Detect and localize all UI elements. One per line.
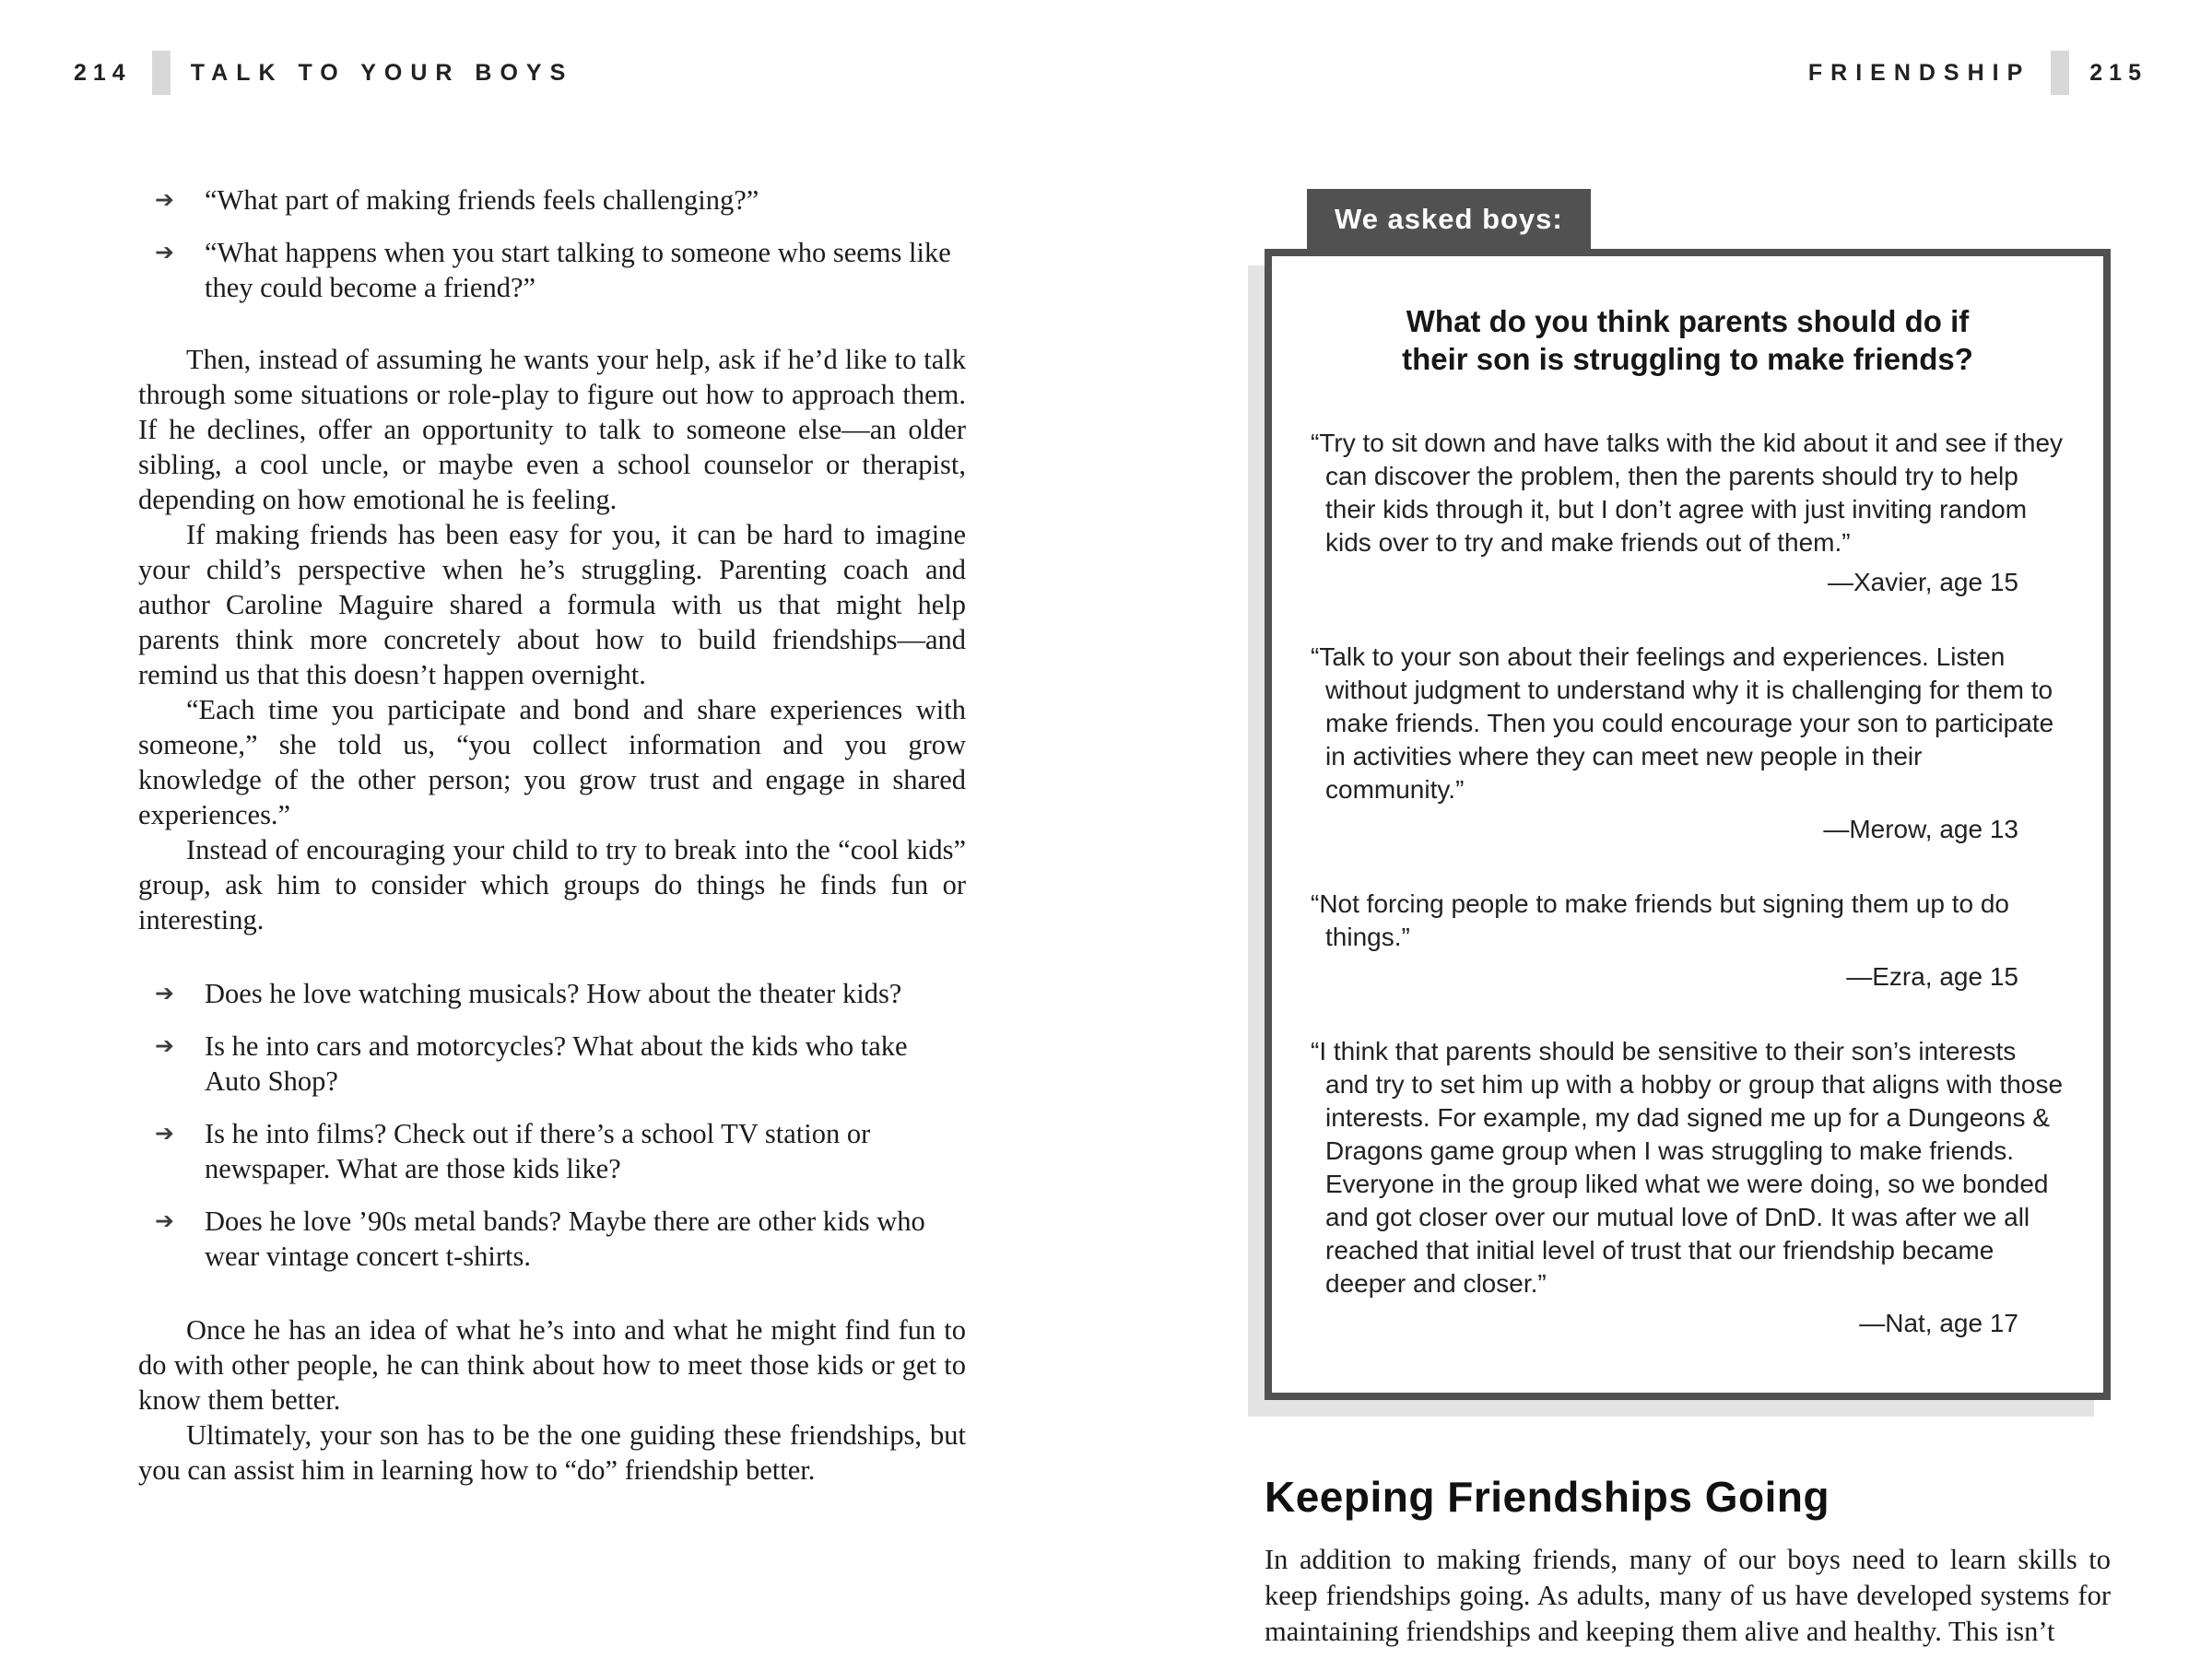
list-item <box>138 1116 966 1186</box>
arrow-bullet-icon: ➔ <box>155 239 174 265</box>
bullet-text: “What happens when you start talking to someone who seems like they could become a friend?” <box>205 237 951 303</box>
right-page-column <box>1265 189 2111 1650</box>
list-item <box>138 1029 966 1099</box>
bullet-text: Does he love ’90s metal bands? Maybe there are other kids who wear vintage concert t-shirts. <box>205 1206 925 1272</box>
list-item <box>138 235 966 305</box>
closing-paragraphs <box>138 1312 966 1488</box>
page-number-right: 215 <box>2089 59 2147 86</box>
bullet-text: Does he love watching musicals? How about the theater kids? <box>205 978 902 1009</box>
quote-attribution: —Ezra, age 15 <box>1846 961 2018 991</box>
bullet-text: Is he into cars and motorcycles? What about the kids who take Auto Shop? <box>205 1030 908 1097</box>
paragraph: Once he has an idea of what he’s into and what he might find fun to do with other people, he can think about how to meet those kids or get to know them better. <box>138 1314 966 1416</box>
section-heading: Keeping Friendships Going <box>1265 1472 1830 1521</box>
paragraph: Then, instead of assuming he wants your help, ask if he’d like to talk through some situations or role-play to figure out how to approach them. If he declines, offer an opportunity to talk to someone else—an older sibling, a cool uncle, or maybe even a school counselor or therapist, depending on how emotional he is feeling. <box>138 344 966 515</box>
callout-tab: We asked boys: <box>1307 189 1591 249</box>
quote-text: “Not forcing people to make friends but signing them up to do things.” <box>1311 888 2009 951</box>
quote-attribution: —Nat, age 17 <box>1859 1308 2018 1337</box>
paragraph: If making friends has been easy for you, it can be hard to imagine your child’s perspective when he’s struggling. Parenting coach and author Caroline Maguire shared a formula with us that might help parents think more concretely about how to build friendships—and remind us that this doesn’t happen overnight. <box>138 519 966 690</box>
arrow-bullet-icon: ➔ <box>155 1032 174 1059</box>
we-asked-boys-callout <box>1265 189 2111 1400</box>
header-divider-bar <box>2051 51 2069 95</box>
paragraph: “Each time you participate and bond and share experiences with someone,” she told us, “you collect information and you grow knowledge of the other person; you grow trust and engage in shared experiences.” <box>138 694 966 830</box>
quote-block <box>1311 1035 2065 1339</box>
arrow-bullet-icon: ➔ <box>155 980 174 1006</box>
list-item <box>138 976 966 1011</box>
section-paragraph: In addition to making friends, many of our boys need to learn skills to keep friendships going. As adults, many of us have developed systems for maintaining friendships and keeping them alive and healthy. This isn’t <box>1265 1543 2111 1647</box>
running-head-left <box>74 51 573 95</box>
list-item <box>138 182 966 218</box>
list-item <box>138 1204 966 1274</box>
arrow-bullet-icon: ➔ <box>155 1120 174 1147</box>
callout-question: What do you think parents should do if their son is struggling to make friends? <box>1402 304 1973 377</box>
arrow-bullet-icon: ➔ <box>155 1207 174 1234</box>
quote-attribution: —Merow, age 13 <box>1823 814 2018 843</box>
quote-block <box>1311 427 2065 598</box>
header-divider-bar <box>152 51 171 95</box>
quote-text: “I think that parents should be sensitive to their son’s interests and try to set him up with a hobby or group that aligns with those interests. For example, my dad signed me up for a Dungeons & Dragons game group when I was struggling to make friends. Everyone in the group liked what we were doing, so we bonded and got closer over our mutual love of DnD. It was after we all reached that initial level of trust that our friendship became deeper and closer.” <box>1311 1036 2064 1298</box>
paragraph: Instead of encouraging your child to try to break into the “cool kids” group, ask him to consider which groups do things he finds fun or interesting. <box>138 834 966 935</box>
keeping-friendships-section <box>1265 1472 2111 1650</box>
running-head-right <box>1808 51 2147 95</box>
bullet-text: Is he into films? Check out if there’s a school TV station or newspaper. What are those kids like? <box>205 1118 871 1184</box>
chapter-title: FRIENDSHIP <box>1807 59 2031 86</box>
quote-attribution: —Xavier, age 15 <box>1827 567 2018 596</box>
left-page-column <box>138 182 966 1488</box>
quote-block <box>1311 888 2065 993</box>
quote-block <box>1311 641 2065 845</box>
interest-bullet-list <box>138 976 966 1274</box>
quote-text: “Talk to your son about their feelings and experiences. Listen without judgment to understand why it is challenging for them to make friends. Then you could encourage your son to participate in activities where they can meet new people in their community.” <box>1311 641 2054 804</box>
bullet-text: “What part of making friends feels challenging?” <box>205 184 759 216</box>
quote-text: “Try to sit down and have talks with the kid about it and see if they can discover the problem, then the parents should try to help their kids through it, but I don’t agree with just inviting random kids over to try and make friends out of them.” <box>1311 428 2064 557</box>
book-title: TALK TO YOUR BOYS <box>190 59 574 86</box>
body-paragraphs <box>138 342 966 937</box>
arrow-bullet-icon: ➔ <box>155 186 174 213</box>
top-bullet-list <box>138 182 966 305</box>
page-number-left: 214 <box>74 59 132 86</box>
paragraph: Ultimately, your son has to be the one guiding these friendships, but you can assist him in learning how to “do” friendship better. <box>138 1419 966 1486</box>
callout-box <box>1265 249 2111 1400</box>
